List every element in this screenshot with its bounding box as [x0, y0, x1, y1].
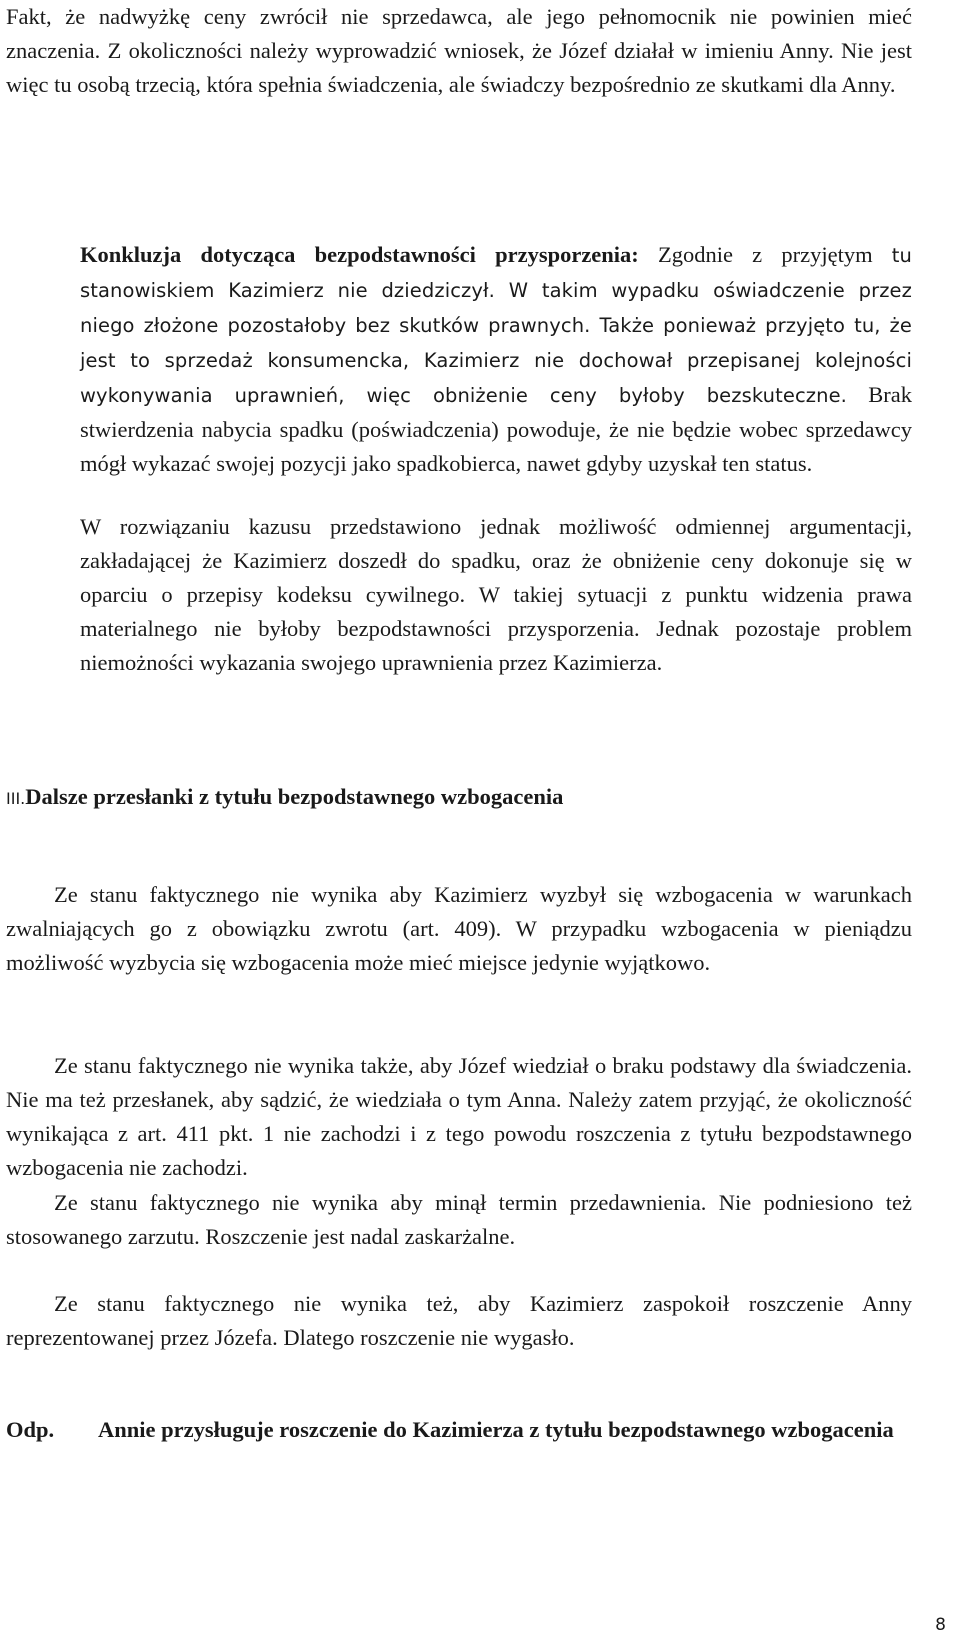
paragraph-7: Ze stanu faktycznego nie wynika też, aby Kazimierz zaspokoił roszczenie Anny reprezentowanej przez Józefa. Dlatego roszczenie nie wygasło. — [6, 1291, 912, 1350]
conclusion-intro: Zgodnie z przyjętym — [638, 242, 873, 267]
section-title: Dalsze przesłanki z tytułu bezpodstawnego wzbogacenia — [25, 784, 564, 809]
paragraph-alternative: W rozwiązaniu kazusu przedstawiono jednak możliwość odmiennej argumentacji, zakładającej że Kazimierz doszedł do spadku, oraz że obniżenie ceny dokonuje się w oparciu o przepisy kodeksu cywilnego. W takiej sytuacji z punktu widzenia prawa materialnego nie byłoby bezpodstawności przysporzenia. Jednak pozostaje problem niemożności wykazania swojego uprawnienia przez Kazimierza. — [80, 514, 912, 675]
answer — [6, 1413, 912, 1447]
conclusion-rest: Brak stwierdzenia nabycia spadku (poświadczenia) powoduje, że nie będzie wobec sprzedawcy mógł wykazać swojej pozycji jako spadkobierca, nawet gdyby uzyskał ten status. — [80, 382, 912, 476]
paragraph-conclusion — [80, 238, 912, 481]
paragraph-4: Ze stanu faktycznego nie wynika aby Kazimierz wyzbył się wzbogacenia w warunkach zwalniających go z obowiązku zwrotu (art. 409). W przypadku wzbogacenia w pieniądzu możliwość wyzbycia się wzbogacenia może mieć miejsce jedynie wyjątkowo. — [6, 882, 912, 975]
answer-label: Odp. — [6, 1417, 55, 1442]
paragraph-5: Ze stanu faktycznego nie wynika także, aby Józef wiedział o braku podstawy dla świadczenia. Nie ma też przesłanek, aby sądzić, że wiedziała o tym Anna. Należy zatem przyjąć, że okoliczność wynikająca z art. 411 pkt. 1 nie zachodzi i z tego powodu roszczenia z tytułu bezpodstawnego wzbogacenia nie zachodzi. — [6, 1053, 912, 1180]
paragraph-1: Fakt, że nadwyżkę ceny zwrócił nie sprzedawca, ale jego pełnomocnik nie powinien mieć znaczenia. Z okoliczności należy wyprowadzić wniosek, że Józef działał w imieniu Anny. Nie jest więc tu osobą trzecią, która spełnia świadczenia, ale świadczy bezpośrednio ze skutkami dla Anny. — [6, 4, 912, 97]
conclusion-sans-text: tu stanowiskiem Kazimierz nie dziedziczył. W takim wypadku oświadczenie przez niego złożone pozostałoby bez skutków prawnych. Także ponieważ przyjęto tu, że jest to sprzedaż konsumencka, Kazimierz nie dochował przepisanej kolejności wykonywania uprawnień, więc obniżenie ceny byłoby bezskuteczne. — [80, 244, 912, 407]
section-number: III. — [6, 789, 26, 808]
section-heading — [6, 780, 563, 816]
conclusion-label: Konkluzja dotycząca bezpodstawności przysporzenia: — [80, 242, 639, 267]
answer-text: Annie przysługuje roszczenie do Kazimierza z tytułu bezpodstawnego wzbogacenia — [98, 1417, 894, 1442]
page-number: 8 — [935, 1615, 946, 1635]
paragraph-6: Ze stanu faktycznego nie wynika aby minął termin przedawnienia. Nie podniesiono też stosowanego zarzutu. Roszczenie jest nadal zaskarżalne. — [6, 1190, 912, 1249]
